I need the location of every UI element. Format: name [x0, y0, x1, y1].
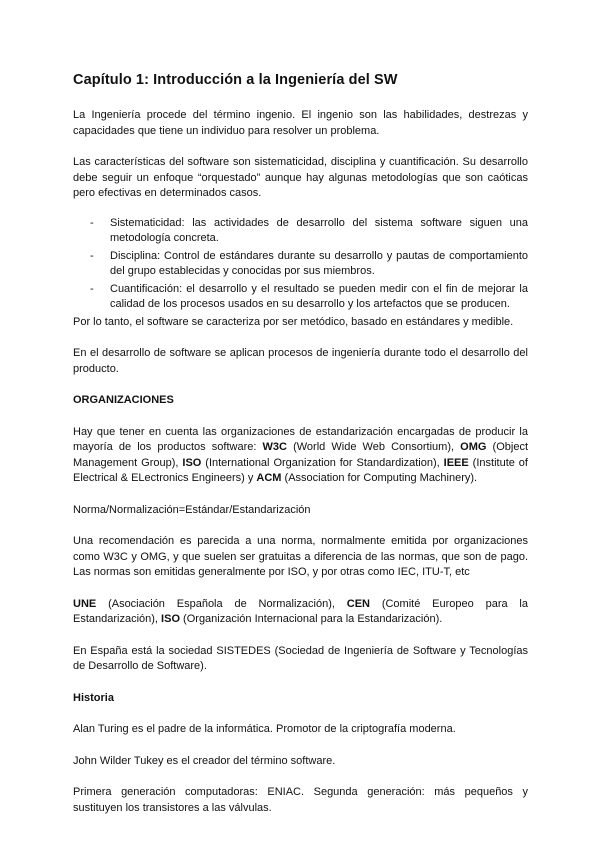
- org-acronym-ieee: IEEE: [443, 456, 469, 469]
- organizations-heading: ORGANIZACIONES: [73, 394, 174, 406]
- org-text: (Association for Computing Machinery).: [281, 472, 478, 484]
- org-acronym-iso-intl: ISO: [161, 613, 180, 625]
- intro-paragraph: La Ingeniería procede del término ingenio. El ingenio son las habilidades, destrezas y capacidades que tiene un individuo para resolver un problema.: [73, 109, 528, 137]
- generations-paragraph: Primera generación computadoras: ENIAC. Segunda generación: más pequeños y sustituyen los transistores a las válvulas.: [73, 786, 528, 814]
- chapter-title: Capítulo 1: Introducción a la Ingeniería del SW: [73, 72, 398, 88]
- norma-line: Norma/Normalización=Estándar/Estandarización: [73, 503, 311, 516]
- org-text: (Institute of Electrical & ELectronics Engineers) y: [73, 456, 528, 484]
- org-text: Hay que tener en cuenta las organizaciones de estandarización encargadas de producir la mayoría de los productos software:: [73, 425, 528, 453]
- list-item-text: Sistematicidad: las actividades de desarrollo del sistema software siguen una metodología concreta.: [110, 216, 528, 244]
- list-item: [73, 249, 528, 280]
- list-dash: -: [90, 249, 94, 262]
- tukey-paragraph: John Wilder Tukey es el creador del término software.: [73, 754, 336, 767]
- characteristics-list: [73, 216, 528, 313]
- sistedes-paragraph: En España está la sociedad SISTEDES (Sociedad de Ingeniería de Software y Tecnologías de Desarrollo de Software).: [73, 644, 528, 672]
- list-item: [73, 282, 528, 313]
- list-item: [73, 216, 528, 247]
- org-text: (Object Management Group),: [73, 441, 529, 469]
- org-acronym-une: UNE: [73, 597, 97, 610]
- conclusion-paragraph: Por lo tanto, el software se caracteriza por ser metódico, basado en estándares y medible.: [73, 315, 514, 328]
- org-text: (Comité Europeo para la Estandarización),: [73, 597, 528, 625]
- org-text: (Organización Internacional para la Estandarización).: [180, 613, 443, 625]
- list-dash: -: [90, 216, 94, 229]
- list-dash: -: [90, 282, 94, 295]
- turing-paragraph: Alan Turing es el padre de la informática. Promotor de la criptografía moderna.: [73, 723, 456, 735]
- process-paragraph: En el desarrollo de software se aplican procesos de ingeniería durante todo el desarrollo del producto.: [73, 347, 528, 375]
- list-item-text: Cuantificación: el desarrollo y el resultado se pueden medir con el fin de mejorar la calidad de los procesos usados en su desarrollo y los artefactos que se producen.: [110, 282, 528, 310]
- org-acronym-cen: CEN: [346, 597, 370, 610]
- org-text: (Asociación Española de Normalización),: [96, 597, 347, 610]
- characteristics-paragraph: Las características del software son sistematicidad, disciplina y cuantificación. Su desarrollo debe seguir un enfoque “orquestado” aunque hay algunas metodologías que son caóticas pero efectivas en determinados casos.: [73, 156, 528, 199]
- org-text: (International Organization for Standardization),: [201, 456, 444, 469]
- org-acronym-w3c: W3C: [262, 441, 287, 453]
- org-acronym-acm: ACM: [256, 472, 282, 484]
- history-heading: Historia: [73, 691, 114, 704]
- spanish-orgs-paragraph: [73, 597, 528, 628]
- document-body: [73, 72, 528, 832]
- org-acronym-omg: OMG: [460, 441, 487, 453]
- organizations-paragraph: [73, 425, 528, 487]
- org-text: (World Wide Web Consortium),: [286, 441, 461, 453]
- org-acronym-iso: ISO: [182, 456, 202, 469]
- recommendation-paragraph: Una recomendación es parecida a una norma, normalmente emitida por organizaciones como W3C y OMG, y que suelen ser gratuitas a diferencia de las normas, que son de pago. Las normas son emitidas generalmente por ISO, y por otras como IEC, ITU-T, etc: [73, 535, 528, 578]
- list-item-text: Disciplina: Control de estándares durante su desarrollo y pautas de comportamiento del grupo establecidas y conocidas por sus miembros.: [110, 249, 528, 277]
